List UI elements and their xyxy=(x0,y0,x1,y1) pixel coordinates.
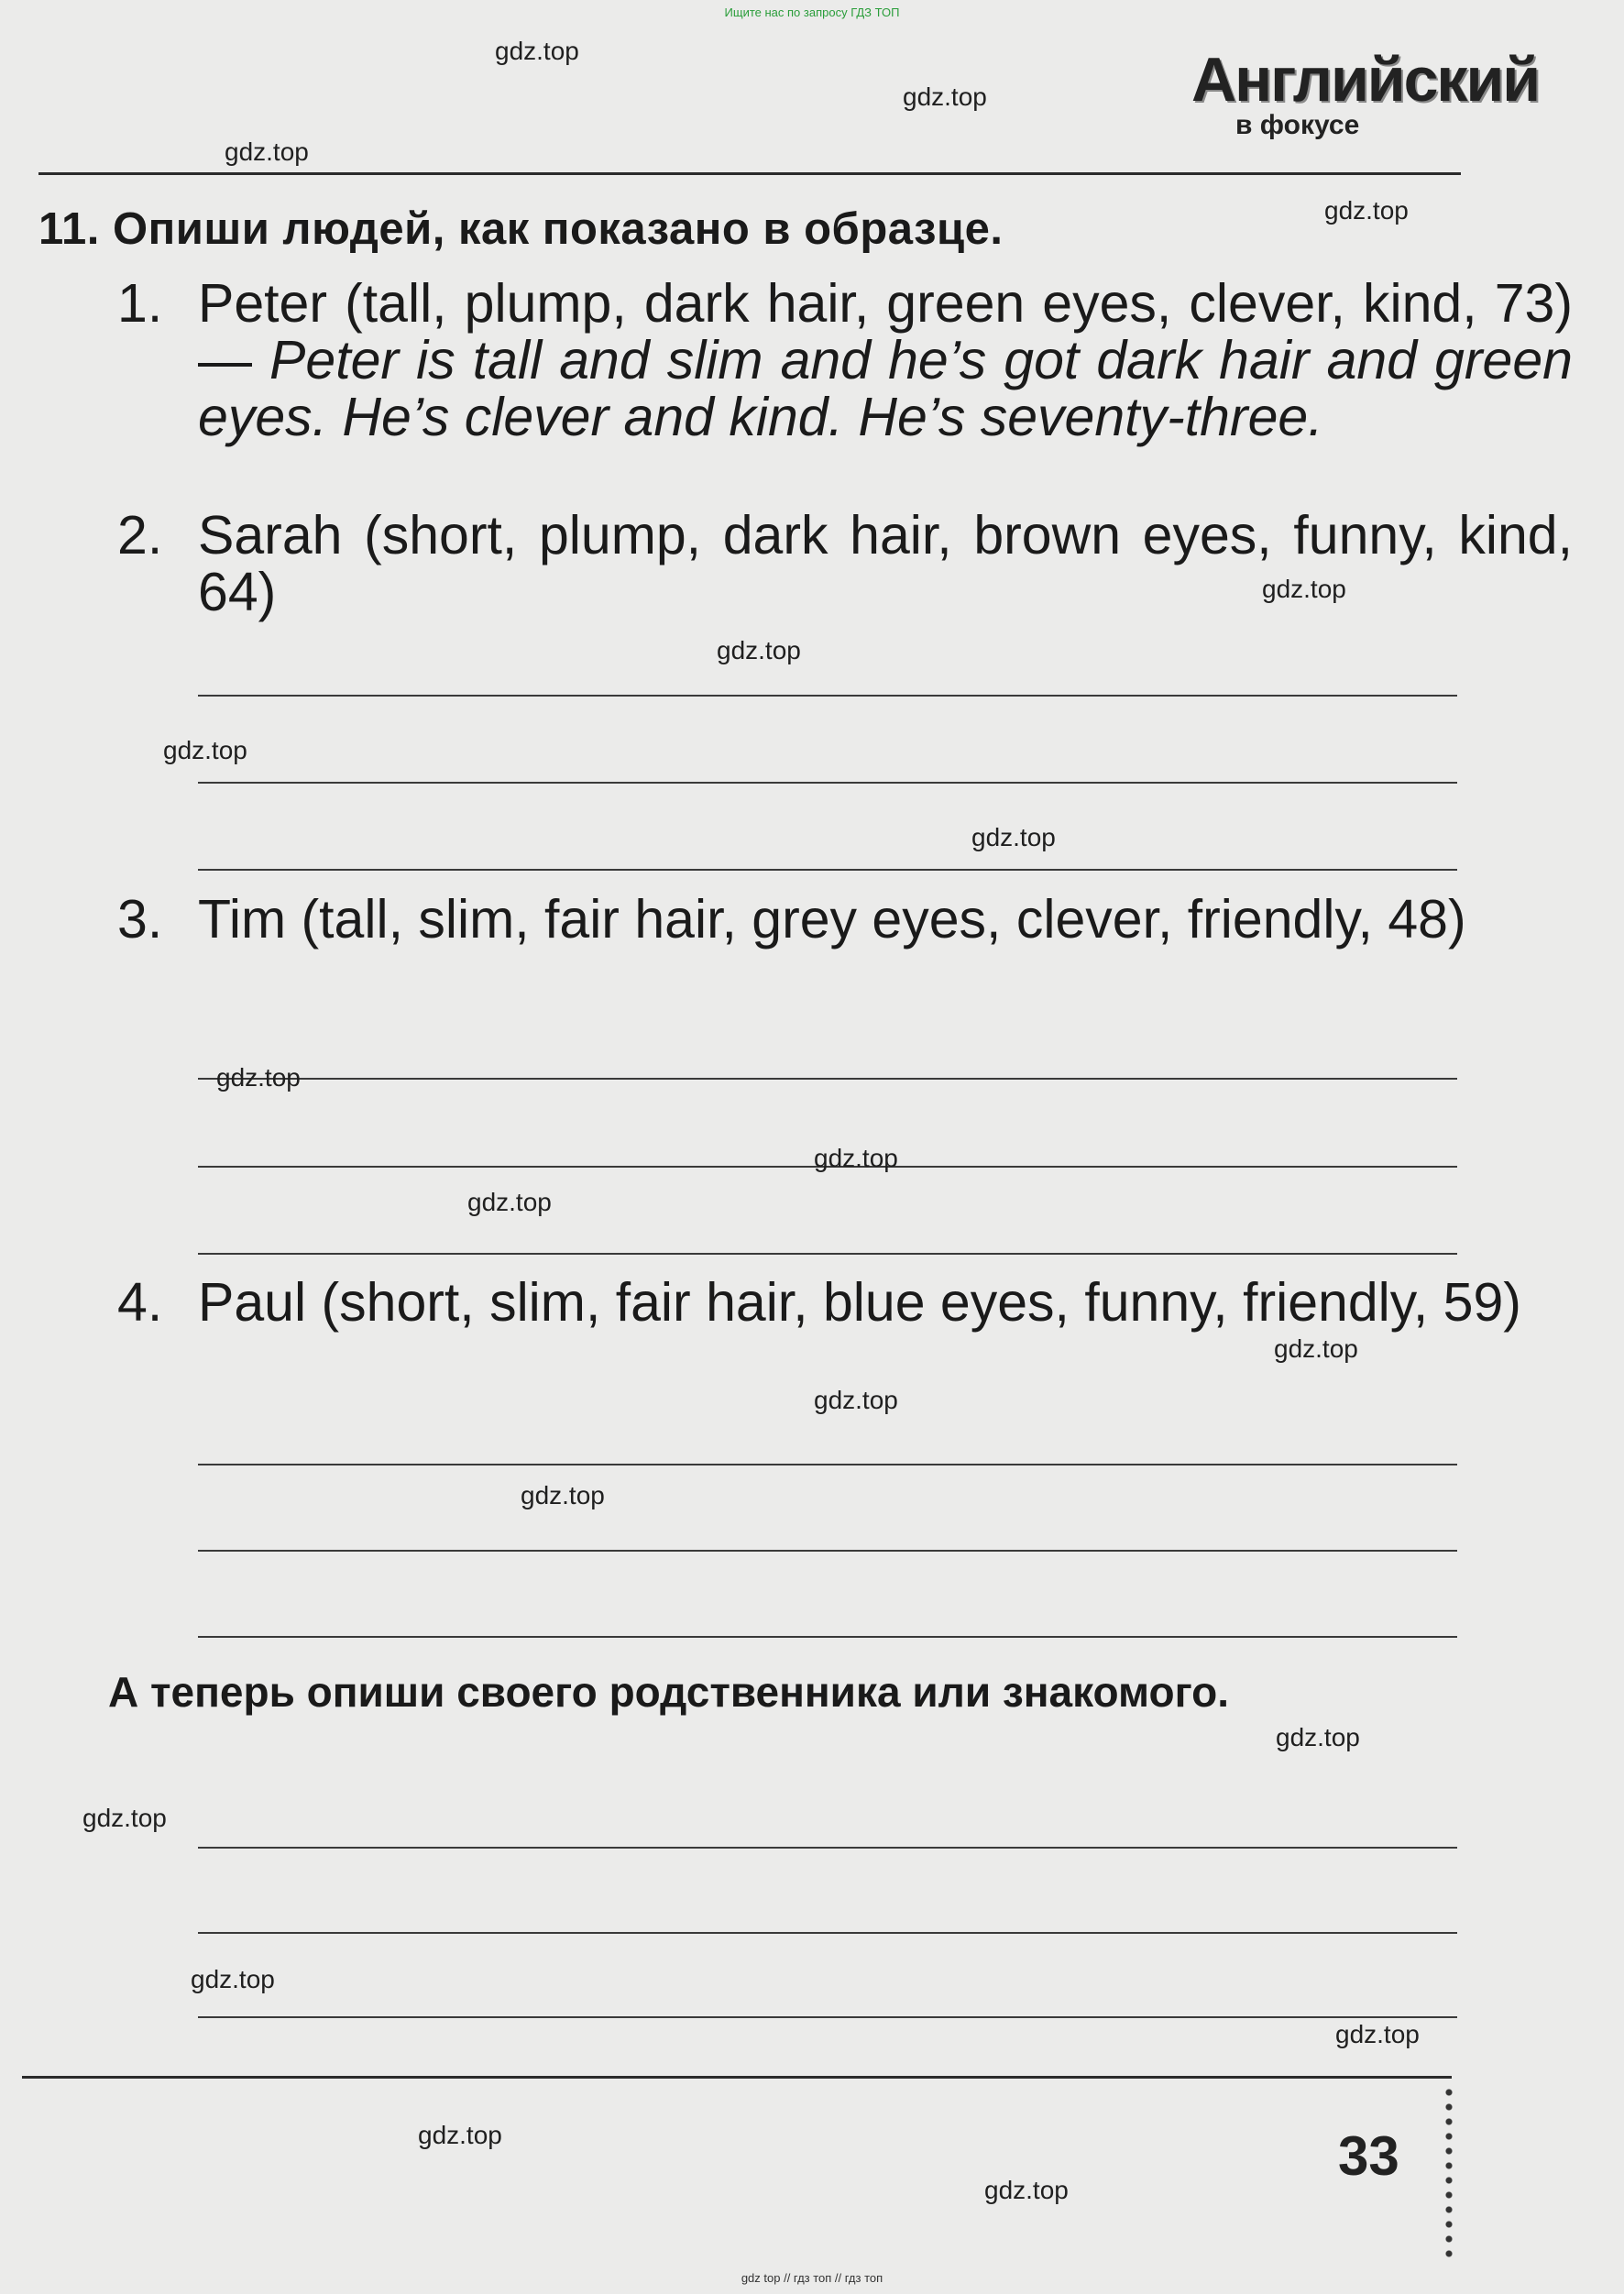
item-text: Paul (short, slim, fair hair, blue eyes, funny, friendly, 59) xyxy=(198,1272,1521,1333)
item-number: 4. xyxy=(117,1272,163,1333)
watermark: gdz.top xyxy=(814,1144,898,1172)
item-number: 2. xyxy=(117,505,163,565)
exercise-heading: 11. Опиши людей, как показано в образце. xyxy=(38,204,1004,254)
watermark: gdz.top xyxy=(984,2176,1069,2204)
logo-title: Английский xyxy=(1191,45,1540,115)
item-text: Sarah (short, plump, dark hair, brown eyes, funny, kind, 64) xyxy=(198,505,1573,622)
answer-line[interactable] xyxy=(198,1464,1457,1465)
item-number: 1. xyxy=(117,273,163,334)
item-number: 3. xyxy=(117,889,163,949)
bottom-divider xyxy=(22,2076,1452,2079)
answer-line[interactable] xyxy=(198,782,1457,784)
watermark: gdz.top xyxy=(163,736,247,764)
answer-line[interactable] xyxy=(198,1253,1457,1255)
answer-line[interactable] xyxy=(198,1847,1457,1849)
task2-heading: А теперь опиши своего родственника или знакомого. xyxy=(108,1668,1229,1716)
answer-line[interactable] xyxy=(198,1078,1457,1080)
watermark: gdz.top xyxy=(495,37,579,65)
watermark: gdz.top xyxy=(225,137,309,166)
logo-subtitle: в фокусе xyxy=(1235,110,1360,140)
answer-line[interactable] xyxy=(198,1932,1457,1934)
page-number: 33 xyxy=(1338,2125,1399,2187)
watermark: gdz.top xyxy=(1324,196,1409,225)
answer-line[interactable] xyxy=(198,2016,1457,2018)
item-prompt: Peter (tall, plump, dark hair, green eyes, clever, kind, 73) — xyxy=(198,273,1573,390)
watermark: gdz.top xyxy=(1335,2020,1420,2048)
watermark: gdz.top xyxy=(717,636,801,664)
watermark: gdz.top xyxy=(82,1804,167,1832)
watermark: gdz.top xyxy=(521,1481,605,1509)
dotted-margin xyxy=(1444,2085,1454,2264)
watermark: gdz.top xyxy=(1262,575,1346,603)
answer-line[interactable] xyxy=(198,1636,1457,1638)
bottom-banner-text: gdz top // гдз топ // гдз топ xyxy=(741,2271,883,2285)
watermark: gdz.top xyxy=(971,823,1056,851)
item-text xyxy=(198,275,1573,445)
watermark: gdz.top xyxy=(216,1063,301,1092)
publisher-logo xyxy=(1191,44,1540,154)
item-text: Tim (tall, slim, fair hair, grey eyes, clever, friendly, 48) xyxy=(198,889,1466,949)
item-example-answer: Peter is tall and slim and he’s got dark hair and green eyes. He’s clever and kind. He’s seventy-three. xyxy=(198,330,1573,447)
watermark: gdz.top xyxy=(903,82,987,111)
watermark: gdz.top xyxy=(418,2121,502,2149)
watermark: gdz.top xyxy=(467,1188,552,1216)
watermark: gdz.top xyxy=(1274,1334,1358,1363)
top-banner-text: Ищите нас по запросу ГДЗ ТОП xyxy=(724,5,900,19)
watermark: gdz.top xyxy=(191,1965,275,1993)
answer-line[interactable] xyxy=(198,869,1457,871)
watermark: gdz.top xyxy=(814,1386,898,1414)
answer-line[interactable] xyxy=(198,1550,1457,1552)
watermark: gdz.top xyxy=(1276,1723,1360,1751)
answer-line[interactable] xyxy=(198,695,1457,697)
top-divider xyxy=(38,172,1461,175)
